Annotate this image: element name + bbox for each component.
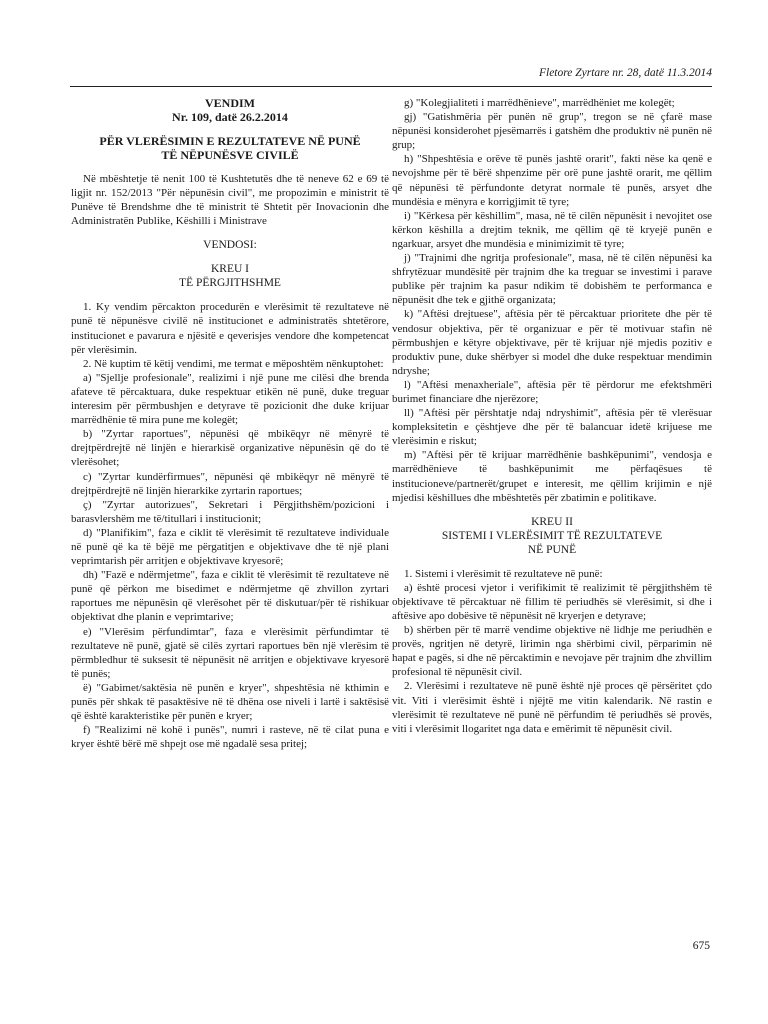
paragraph: gj) "Gatishmëria për punën në grup", tregon se në çfarë mase nëpunësi konsiderohet pjesëmarrës i gatshëm dhe produktiv në punën në grup; — [392, 111, 712, 152]
kreu2-title-line1: SISTEMI I VLERËSIMIT TË REZULTATEVE — [441, 529, 663, 542]
paragraph: a) është procesi vjetor i verifikimit të realizimit të përgjithshëm të objektivave të përcaktuar në fillim të periudhës së vlerësimit, si dhe i aftësive apo dobësive të nëpunësit në kryerjen e detyrave; — [392, 581, 712, 622]
decision-title-line2: TË NËPUNËSVE CIVILË — [161, 148, 299, 162]
vendosi-heading: VENDOSI: — [203, 239, 257, 252]
right-column — [392, 96, 712, 736]
paragraph: a) "Sjellje profesionale", realizimi i një pune me cilësi dhe brenda afateve të përcaktuara, duke respektuar etikën në punë, duke treguar interesim për përmbushjen e detyrave të pozicionit dhe duke krijuar marrëdhënie të mira pune me kolegët; — [71, 371, 389, 427]
paragraph: ë) "Gabimet/saktësia në punën e kryer", shpeshtësia në kthimin e punës për shkak të pasaktësive në të dhëna ose niveli i lartë i saktësisë që është karakteristike për punën e kryer; — [71, 681, 389, 723]
page-number: 675 — [692, 940, 710, 952]
decision-title-line1: PËR VLERËSIMIN E REZULTATEVE NË PUNË — [99, 134, 361, 148]
page-header — [70, 66, 712, 87]
kreu1-label: KREU I — [210, 263, 249, 276]
decision-number: Nr. 109, datë 26.2.2014 — [172, 110, 288, 124]
paragraph: m) "Aftësi për të krijuar marrëdhënie bashkëpunimi", vendosja e marrëdhënieve të bashkëpunimit me përfaqësues të institucioneve/partnerët/grupet e interesit, me qëllim krijimin e një mjedisi këshillues dhe mbështetës për zbatimin e politikave. — [392, 449, 712, 504]
paragraph: ç) "Zyrtar autorizues", Sekretari i Përgjithshëm/pozicioni i barasvlershëm me të/titullari i institucionit; — [71, 498, 389, 525]
paragraph: b) "Zyrtar raportues", nëpunësi që mbikëqyr në mënyrë të drejtpërdrejtë në linjën e hierarkisë organizative nëpunësin që do të vlerësohet; — [71, 428, 389, 469]
paragraph: 1. Sistemi i vlerësimit të rezultateve në punë: — [404, 567, 603, 580]
left-column — [71, 96, 389, 751]
kreu2-label: KREU II — [531, 515, 573, 528]
paragraph: ll) "Aftësi për përshtatje ndaj ndryshimit", aftësia për të vlerësuar kompleksitetin e çështjeve dhe për të balancuar idetë krijuese me vlerësimin e riskut; — [392, 407, 712, 448]
paragraph: f) "Realizimi në kohë i punës", numri i rasteve, në të cilat puna e kryer është bërë më shpejt ose më ngadalë sesa pritej; — [71, 724, 389, 751]
paragraph: g) "Kolegjialiteti i marrëdhënieve", marrëdhëniet me kolegët; — [404, 97, 675, 109]
paragraph: j) "Trajnimi dhe ngritja profesionale", masa, në të cilën nëpunësi ka shfrytëzuar mundësitë për trajnim dhe ka treguar se investimi i parave publike për trajnim ka pasur ndikim të dobishëm te performanca e nëpunësit dhe tek e gjithë organizata; — [392, 252, 712, 307]
gazette-title: Fletore Zyrtare nr. 28, datë 11.3.2014 — [538, 67, 712, 79]
preamble: Në mbështetje të nenit 100 të Kushtetutës dhe të neneve 62 e 69 të ligjit nr. 152/2013 "Për nëpunësin civil", me propozimin e ministrit të Punëve të Brendshme dhe të ministrit të Shtetit për Inovacionin dhe Administratën Publike, Këshilli i Ministrave — [71, 173, 389, 228]
paragraph: b) shërben për të marrë vendime objektive në lidhje me periudhën e provës, ngritjen në detyrë, lirimin nga shërbimi civil, përparimin në hapat e pagës, si dhe në përcaktimin e nevojave për trajnim dhe zhvillim profesional të nëpunësit civil. — [392, 624, 712, 679]
kreu2-title-line2: NË PUNË — [527, 543, 577, 556]
paragraph: d) "Planifikim", faza e ciklit të vlerësimit të rezultateve individuale në punë që ka të bëjë me përgatitjen e objektivave dhe të një plani veprimtarish për arritjen e objektivave kryesorë; — [71, 526, 389, 568]
paragraph: dh) "Fazë e ndërmjetme", faza e ciklit të vlerësimit të rezultateve në punë që përkon me bisedimet e ndërmjetme që zhvillon zyrtari raportues me nëpunësin që vlerësohet për të diskutuar/për të rishikuar objektivat dhe planin e veprimtarive; — [71, 569, 389, 624]
decision-label: VENDIM — [205, 96, 255, 110]
paragraph: c) "Zyrtar kundërfirmues", nëpunësi që mbikëqyr në mënyrë të drejtpërdrejtë në linjën hierarkike zyrtarin raportues; — [71, 470, 389, 497]
paragraph: i) "Kërkesa për këshillim", masa, në të cilën nëpunësit i nevojitet ose kërkon këshilla a drejtim teknik, me qëllim që të kryejë punën e ngarkuar, arsyet dhe mundësia e minimizimit të tyre; — [392, 209, 712, 250]
paragraph: k) "Aftësi drejtuese", aftësia për të përcaktuar prioritete dhe për të vendosur objektiva, për të organizuar e për të motivuar stafin në përmbushjen e këtyre objektivave, për të krijuar një mjedis pozitiv e produktiv pune, duke shërbyer si model dhe duke respektuar mendimin ndryshe; — [392, 308, 712, 377]
paragraph: e) "Vlerësim përfundimtar", faza e vlerësimit përfundimtar të rezultateve në punë, gjatë së cilës zyrtari raportues bën një vlerësim të përmbledhur të suksesit të nëpunësit në arritjen e objektivave kryesorë të punës; — [71, 625, 389, 680]
paragraph: h) "Shpeshtësia e orëve të punës jashtë orarit", fakti nëse ka qenë e nevojshme për të bërë shpenzime për orë pune jashtë orarit, me qëllim që nëpunësi të përfundonte detyrat normale të punës, arsyet dhe mundësia e mënyra e korrigjimit të tyre; — [392, 153, 712, 208]
paragraph: 2. Vlerësimi i rezultateve në punë është një proces që përsëritet çdo vit. Viti i vlerësimit është i njëjtë me vitin kalendarik. Në rastin e vlerësimit të rezultateve në punë në përfundim të periudhës së provës, viti i vlerësimit llogaritet nga data e emërimit të nëpunësit civil. — [392, 680, 712, 735]
paragraph: 2. Në kuptim të këtij vendimi, me termat e mëposhtëm nënkuptohet: — [83, 357, 384, 370]
kreu1-title: TË PËRGJITHSHME — [179, 277, 281, 290]
paragraph: 1. Ky vendim përcakton procedurën e vlerësimit të rezultateve në punë të nëpunësve civilë në institucionet e administratës shtetërore, institucionet e pavarura e njësitë e qeverisjes vendore dhe kompetencat për vlerësimin. — [71, 301, 389, 356]
paragraph: l) "Aftësi menaxheriale", aftësia për të përdorur me efektshmëri burimet financiare dhe njerëzore; — [392, 378, 712, 405]
